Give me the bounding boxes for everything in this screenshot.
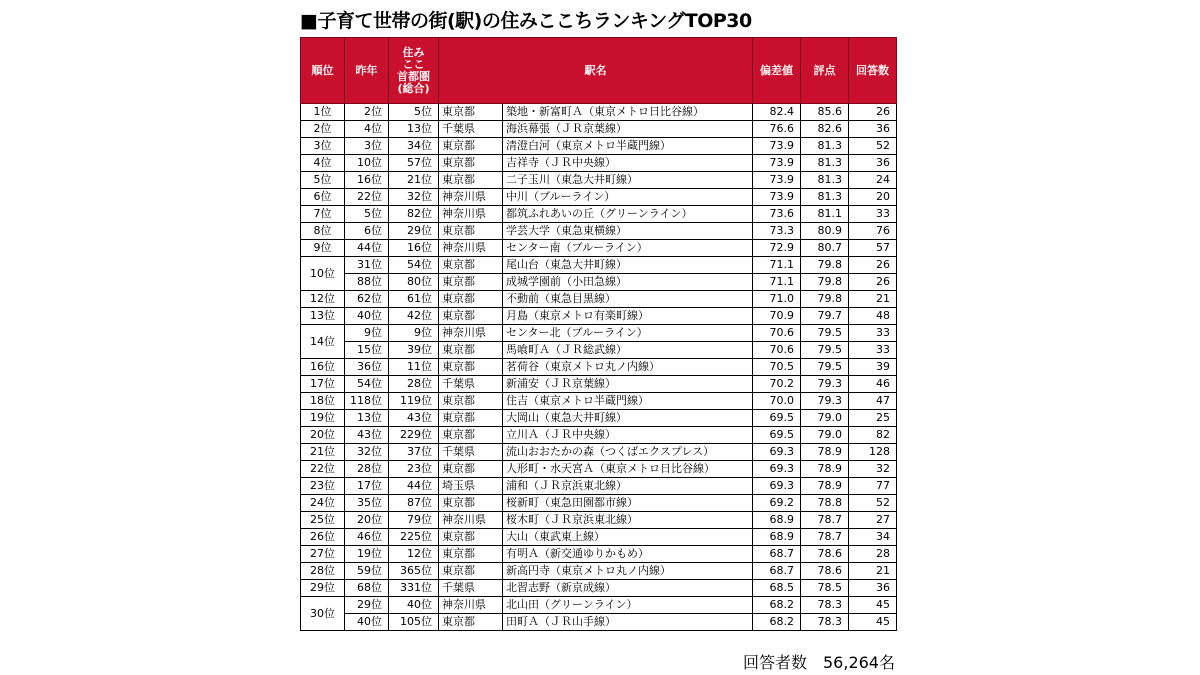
respondents-cell: 77 (849, 478, 897, 495)
last-year-cell: 36位 (345, 359, 389, 376)
score-cell: 81.1 (801, 206, 849, 223)
station-cell: 月島（東京メトロ有楽町線） (503, 308, 753, 325)
station-cell: 人形町・水天宮Ａ（東京メトロ日比谷線） (503, 461, 753, 478)
table-row (301, 580, 897, 597)
last-year-cell: 17位 (345, 478, 389, 495)
table-row (301, 257, 897, 274)
last-year-cell: 5位 (345, 206, 389, 223)
overall-rank-cell: 11位 (389, 359, 439, 376)
respondents-cell: 57 (849, 240, 897, 257)
rank-cell: 13位 (301, 308, 345, 325)
deviation-cell: 69.5 (753, 410, 801, 427)
table-row (301, 223, 897, 240)
station-cell: 浦和（ＪＲ京浜東北線） (503, 478, 753, 495)
last-year-cell: 16位 (345, 172, 389, 189)
deviation-cell: 68.5 (753, 580, 801, 597)
score-cell: 78.3 (801, 597, 849, 614)
last-year-cell: 22位 (345, 189, 389, 206)
score-cell: 78.7 (801, 529, 849, 546)
respondents-cell: 82 (849, 427, 897, 444)
prefecture-cell: 東京都 (439, 274, 503, 291)
station-cell: 有明Ａ（新交通ゆりかもめ） (503, 546, 753, 563)
deviation-cell: 71.0 (753, 291, 801, 308)
last-year-cell: 9位 (345, 325, 389, 342)
overall-rank-cell: 23位 (389, 461, 439, 478)
table-row (301, 240, 897, 257)
score-cell: 79.5 (801, 359, 849, 376)
last-year-cell: 40位 (345, 614, 389, 631)
table-row (301, 104, 897, 121)
header-last-year: 昨年 (345, 38, 389, 104)
prefecture-cell: 神奈川県 (439, 206, 503, 223)
table-row (301, 495, 897, 512)
last-year-cell: 20位 (345, 512, 389, 529)
table-row (301, 393, 897, 410)
header-respondents: 回答数 (849, 38, 897, 104)
rank-cell: 10位 (301, 257, 345, 291)
last-year-cell: 59位 (345, 563, 389, 580)
overall-rank-cell: 43位 (389, 410, 439, 427)
respondents-cell: 26 (849, 104, 897, 121)
overall-rank-cell: 34位 (389, 138, 439, 155)
respondents-cell: 28 (849, 546, 897, 563)
last-year-cell: 3位 (345, 138, 389, 155)
rank-cell: 2位 (301, 121, 345, 138)
score-cell: 79.3 (801, 376, 849, 393)
station-cell: 立川Ａ（ＪＲ中央線） (503, 427, 753, 444)
deviation-cell: 70.9 (753, 308, 801, 325)
rank-cell: 20位 (301, 427, 345, 444)
prefecture-cell: 東京都 (439, 342, 503, 359)
header-overall-line2: ここ (402, 57, 425, 71)
deviation-cell: 68.7 (753, 546, 801, 563)
score-cell: 81.3 (801, 189, 849, 206)
station-cell: 都筑ふれあいの丘（グリーンライン） (503, 206, 753, 223)
rank-cell: 28位 (301, 563, 345, 580)
deviation-cell: 70.2 (753, 376, 801, 393)
overall-rank-cell: 28位 (389, 376, 439, 393)
deviation-cell: 69.3 (753, 478, 801, 495)
respondents-cell: 47 (849, 393, 897, 410)
score-cell: 82.6 (801, 121, 849, 138)
last-year-cell: 62位 (345, 291, 389, 308)
score-cell: 81.3 (801, 138, 849, 155)
score-cell: 79.5 (801, 342, 849, 359)
prefecture-cell: 神奈川県 (439, 240, 503, 257)
deviation-cell: 73.3 (753, 223, 801, 240)
rank-cell: 7位 (301, 206, 345, 223)
prefecture-cell: 東京都 (439, 223, 503, 240)
prefecture-cell: 東京都 (439, 172, 503, 189)
score-cell: 79.3 (801, 393, 849, 410)
table-row (301, 597, 897, 614)
score-cell: 80.7 (801, 240, 849, 257)
last-year-cell: 32位 (345, 444, 389, 461)
station-cell: 成城学園前（小田急線） (503, 274, 753, 291)
prefecture-cell: 神奈川県 (439, 512, 503, 529)
station-cell: 流山おおたかの森（つくばエクスプレス） (503, 444, 753, 461)
station-cell: 新高円寺（東京メトロ丸ノ内線） (503, 563, 753, 580)
deviation-cell: 68.9 (753, 512, 801, 529)
table-row (301, 512, 897, 529)
respondents-cell: 25 (849, 410, 897, 427)
table-row (301, 427, 897, 444)
prefecture-cell: 東京都 (439, 410, 503, 427)
deviation-cell: 72.9 (753, 240, 801, 257)
deviation-cell: 69.3 (753, 461, 801, 478)
respondents-cell: 39 (849, 359, 897, 376)
table-row (301, 614, 897, 631)
station-cell: 新浦安（ＪＲ京葉線） (503, 376, 753, 393)
header-overall-line3: 首都圏 (397, 69, 430, 83)
respondents-cell: 26 (849, 274, 897, 291)
overall-rank-cell: 39位 (389, 342, 439, 359)
deviation-cell: 68.9 (753, 529, 801, 546)
station-cell: 馬喰町Ａ（ＪＲ総武線） (503, 342, 753, 359)
deviation-cell: 73.9 (753, 155, 801, 172)
table-row (301, 138, 897, 155)
table-row (301, 189, 897, 206)
deviation-cell: 73.9 (753, 172, 801, 189)
table-row (301, 172, 897, 189)
last-year-cell: 6位 (345, 223, 389, 240)
overall-rank-cell: 87位 (389, 495, 439, 512)
score-cell: 79.8 (801, 274, 849, 291)
last-year-cell: 28位 (345, 461, 389, 478)
overall-rank-cell: 105位 (389, 614, 439, 631)
station-cell: 学芸大学（東急東横線） (503, 223, 753, 240)
overall-rank-cell: 5位 (389, 104, 439, 121)
header-station: 駅名 (439, 38, 753, 104)
overall-rank-cell: 331位 (389, 580, 439, 597)
rank-cell: 16位 (301, 359, 345, 376)
overall-rank-cell: 365位 (389, 563, 439, 580)
rank-cell: 22位 (301, 461, 345, 478)
prefecture-cell: 東京都 (439, 257, 503, 274)
respondents-cell: 36 (849, 580, 897, 597)
score-cell: 79.5 (801, 325, 849, 342)
deviation-cell: 69.5 (753, 427, 801, 444)
respondents-cell: 21 (849, 563, 897, 580)
overall-rank-cell: 21位 (389, 172, 439, 189)
header-deviation: 偏差値 (753, 38, 801, 104)
rank-cell: 8位 (301, 223, 345, 240)
prefecture-cell: 東京都 (439, 393, 503, 410)
rank-cell: 5位 (301, 172, 345, 189)
table-row (301, 410, 897, 427)
last-year-cell: 43位 (345, 427, 389, 444)
rank-cell: 4位 (301, 155, 345, 172)
overall-rank-cell: 32位 (389, 189, 439, 206)
respondents-cell: 33 (849, 325, 897, 342)
prefecture-cell: 千葉県 (439, 376, 503, 393)
respondents-cell: 34 (849, 529, 897, 546)
prefecture-cell: 東京都 (439, 138, 503, 155)
deviation-cell: 68.2 (753, 614, 801, 631)
rank-cell: 29位 (301, 580, 345, 597)
table-row (301, 461, 897, 478)
respondents-cell: 33 (849, 206, 897, 223)
prefecture-cell: 東京都 (439, 546, 503, 563)
last-year-cell: 13位 (345, 410, 389, 427)
table-row (301, 563, 897, 580)
last-year-cell: 35位 (345, 495, 389, 512)
last-year-cell: 2位 (345, 104, 389, 121)
table-row (301, 291, 897, 308)
rank-cell: 27位 (301, 546, 345, 563)
score-cell: 80.9 (801, 223, 849, 240)
respondents-cell: 45 (849, 614, 897, 631)
station-cell: 不動前（東急目黒線） (503, 291, 753, 308)
last-year-cell: 4位 (345, 121, 389, 138)
table-header-row (301, 38, 897, 104)
header-overall-line4: (総合) (397, 81, 430, 95)
station-cell: 清澄白河（東京メトロ半蔵門線） (503, 138, 753, 155)
last-year-cell: 15位 (345, 342, 389, 359)
station-cell: センター北（ブルーライン） (503, 325, 753, 342)
respondents-cell: 48 (849, 308, 897, 325)
station-cell: センター南（ブルーライン） (503, 240, 753, 257)
overall-rank-cell: 16位 (389, 240, 439, 257)
overall-rank-cell: 13位 (389, 121, 439, 138)
score-cell: 79.8 (801, 257, 849, 274)
score-cell: 78.9 (801, 444, 849, 461)
prefecture-cell: 東京都 (439, 461, 503, 478)
prefecture-cell: 東京都 (439, 155, 503, 172)
prefecture-cell: 千葉県 (439, 580, 503, 597)
prefecture-cell: 埼玉県 (439, 478, 503, 495)
station-cell: 二子玉川（東急大井町線） (503, 172, 753, 189)
deviation-cell: 73.9 (753, 138, 801, 155)
table-row (301, 325, 897, 342)
prefecture-cell: 神奈川県 (439, 325, 503, 342)
respondents-cell: 33 (849, 342, 897, 359)
overall-rank-cell: 82位 (389, 206, 439, 223)
respondents-cell: 27 (849, 512, 897, 529)
overall-rank-cell: 229位 (389, 427, 439, 444)
station-cell: 北山田（グリーンライン） (503, 597, 753, 614)
table-row (301, 546, 897, 563)
last-year-cell: 44位 (345, 240, 389, 257)
last-year-cell: 19位 (345, 546, 389, 563)
header-rank: 順位 (301, 38, 345, 104)
prefecture-cell: 神奈川県 (439, 597, 503, 614)
score-cell: 79.0 (801, 410, 849, 427)
respondents-cell: 20 (849, 189, 897, 206)
station-cell: 尾山台（東急大井町線） (503, 257, 753, 274)
station-cell: 大岡山（東急大井町線） (503, 410, 753, 427)
deviation-cell: 73.9 (753, 189, 801, 206)
overall-rank-cell: 37位 (389, 444, 439, 461)
score-cell: 78.9 (801, 478, 849, 495)
deviation-cell: 70.5 (753, 359, 801, 376)
prefecture-cell: 東京都 (439, 291, 503, 308)
table-row (301, 206, 897, 223)
page-title: ■子育て世帯の街(駅)の住みここちランキングTOP30 (300, 10, 752, 32)
station-cell: 北習志野（新京成線） (503, 580, 753, 597)
score-cell: 85.6 (801, 104, 849, 121)
overall-rank-cell: 225位 (389, 529, 439, 546)
table-row (301, 359, 897, 376)
respondents-cell: 32 (849, 461, 897, 478)
table-row (301, 121, 897, 138)
table-row (301, 376, 897, 393)
station-cell: 築地・新富町Ａ（東京メトロ日比谷線） (503, 104, 753, 121)
overall-rank-cell: 61位 (389, 291, 439, 308)
rank-cell: 25位 (301, 512, 345, 529)
score-cell: 78.6 (801, 546, 849, 563)
overall-rank-cell: 79位 (389, 512, 439, 529)
rank-cell: 3位 (301, 138, 345, 155)
respondents-cell: 36 (849, 155, 897, 172)
prefecture-cell: 東京都 (439, 529, 503, 546)
deviation-cell: 73.6 (753, 206, 801, 223)
respondents-cell: 36 (849, 121, 897, 138)
score-cell: 79.7 (801, 308, 849, 325)
rank-cell: 24位 (301, 495, 345, 512)
rank-cell: 17位 (301, 376, 345, 393)
station-cell: 田町Ａ（ＪＲ山手線） (503, 614, 753, 631)
prefecture-cell: 東京都 (439, 563, 503, 580)
respondents-cell: 24 (849, 172, 897, 189)
rank-cell: 19位 (301, 410, 345, 427)
table-row (301, 529, 897, 546)
last-year-cell: 54位 (345, 376, 389, 393)
overall-rank-cell: 119位 (389, 393, 439, 410)
table-row (301, 155, 897, 172)
last-year-cell: 46位 (345, 529, 389, 546)
prefecture-cell: 東京都 (439, 614, 503, 631)
deviation-cell: 70.0 (753, 393, 801, 410)
score-cell: 81.3 (801, 172, 849, 189)
deviation-cell: 69.2 (753, 495, 801, 512)
prefecture-cell: 千葉県 (439, 444, 503, 461)
rank-cell: 6位 (301, 189, 345, 206)
score-cell: 78.5 (801, 580, 849, 597)
respondents-cell: 21 (849, 291, 897, 308)
deviation-cell: 69.3 (753, 444, 801, 461)
deviation-cell: 71.1 (753, 274, 801, 291)
prefecture-cell: 東京都 (439, 308, 503, 325)
prefecture-cell: 東京都 (439, 427, 503, 444)
respondent-total: 回答者数 56,264名 (743, 653, 895, 672)
score-cell: 78.9 (801, 461, 849, 478)
respondents-cell: 26 (849, 257, 897, 274)
last-year-cell: 31位 (345, 257, 389, 274)
respondents-cell: 76 (849, 223, 897, 240)
rank-cell: 9位 (301, 240, 345, 257)
last-year-cell: 10位 (345, 155, 389, 172)
respondents-cell: 46 (849, 376, 897, 393)
overall-rank-cell: 12位 (389, 546, 439, 563)
station-cell: 住吉（東京メトロ半蔵門線） (503, 393, 753, 410)
rank-cell: 21位 (301, 444, 345, 461)
respondents-cell: 45 (849, 597, 897, 614)
score-cell: 79.8 (801, 291, 849, 308)
last-year-cell: 29位 (345, 597, 389, 614)
table-row (301, 274, 897, 291)
score-cell: 78.8 (801, 495, 849, 512)
prefecture-cell: 東京都 (439, 495, 503, 512)
last-year-cell: 40位 (345, 308, 389, 325)
overall-rank-cell: 40位 (389, 597, 439, 614)
deviation-cell: 70.6 (753, 342, 801, 359)
deviation-cell: 76.6 (753, 121, 801, 138)
table-body (301, 104, 897, 631)
table-row (301, 342, 897, 359)
overall-rank-cell: 57位 (389, 155, 439, 172)
deviation-cell: 70.6 (753, 325, 801, 342)
station-cell: 桜新町（東急田園都市線） (503, 495, 753, 512)
station-cell: 海浜幕張（ＪＲ京葉線） (503, 121, 753, 138)
score-cell: 78.7 (801, 512, 849, 529)
score-cell: 79.0 (801, 427, 849, 444)
deviation-cell: 82.4 (753, 104, 801, 121)
prefecture-cell: 神奈川県 (439, 189, 503, 206)
respondents-cell: 52 (849, 138, 897, 155)
score-cell: 78.3 (801, 614, 849, 631)
station-cell: 茗荷谷（東京メトロ丸ノ内線） (503, 359, 753, 376)
overall-rank-cell: 44位 (389, 478, 439, 495)
station-cell: 大山（東武東上線） (503, 529, 753, 546)
station-cell: 桜木町（ＪＲ京浜東北線） (503, 512, 753, 529)
rank-cell: 1位 (301, 104, 345, 121)
last-year-cell: 68位 (345, 580, 389, 597)
score-cell: 81.3 (801, 155, 849, 172)
deviation-cell: 68.2 (753, 597, 801, 614)
overall-rank-cell: 80位 (389, 274, 439, 291)
rank-cell: 12位 (301, 291, 345, 308)
respondents-cell: 128 (849, 444, 897, 461)
header-overall (389, 38, 439, 104)
prefecture-cell: 東京都 (439, 104, 503, 121)
ranking-table (300, 37, 897, 631)
overall-rank-cell: 29位 (389, 223, 439, 240)
header-overall-line1: 住み (402, 45, 425, 59)
deviation-cell: 71.1 (753, 257, 801, 274)
overall-rank-cell: 54位 (389, 257, 439, 274)
rank-cell: 23位 (301, 478, 345, 495)
respondents-cell: 52 (849, 495, 897, 512)
rank-cell: 14位 (301, 325, 345, 359)
table-row (301, 444, 897, 461)
rank-cell: 30位 (301, 597, 345, 631)
prefecture-cell: 千葉県 (439, 121, 503, 138)
table-row (301, 478, 897, 495)
last-year-cell: 88位 (345, 274, 389, 291)
table-row (301, 308, 897, 325)
overall-rank-cell: 9位 (389, 325, 439, 342)
deviation-cell: 68.7 (753, 563, 801, 580)
score-cell: 78.6 (801, 563, 849, 580)
rank-cell: 18位 (301, 393, 345, 410)
station-cell: 中川（ブルーライン） (503, 189, 753, 206)
last-year-cell: 118位 (345, 393, 389, 410)
header-score: 評点 (801, 38, 849, 104)
station-cell: 吉祥寺（ＪＲ中央線） (503, 155, 753, 172)
prefecture-cell: 東京都 (439, 359, 503, 376)
rank-cell: 26位 (301, 529, 345, 546)
overall-rank-cell: 42位 (389, 308, 439, 325)
